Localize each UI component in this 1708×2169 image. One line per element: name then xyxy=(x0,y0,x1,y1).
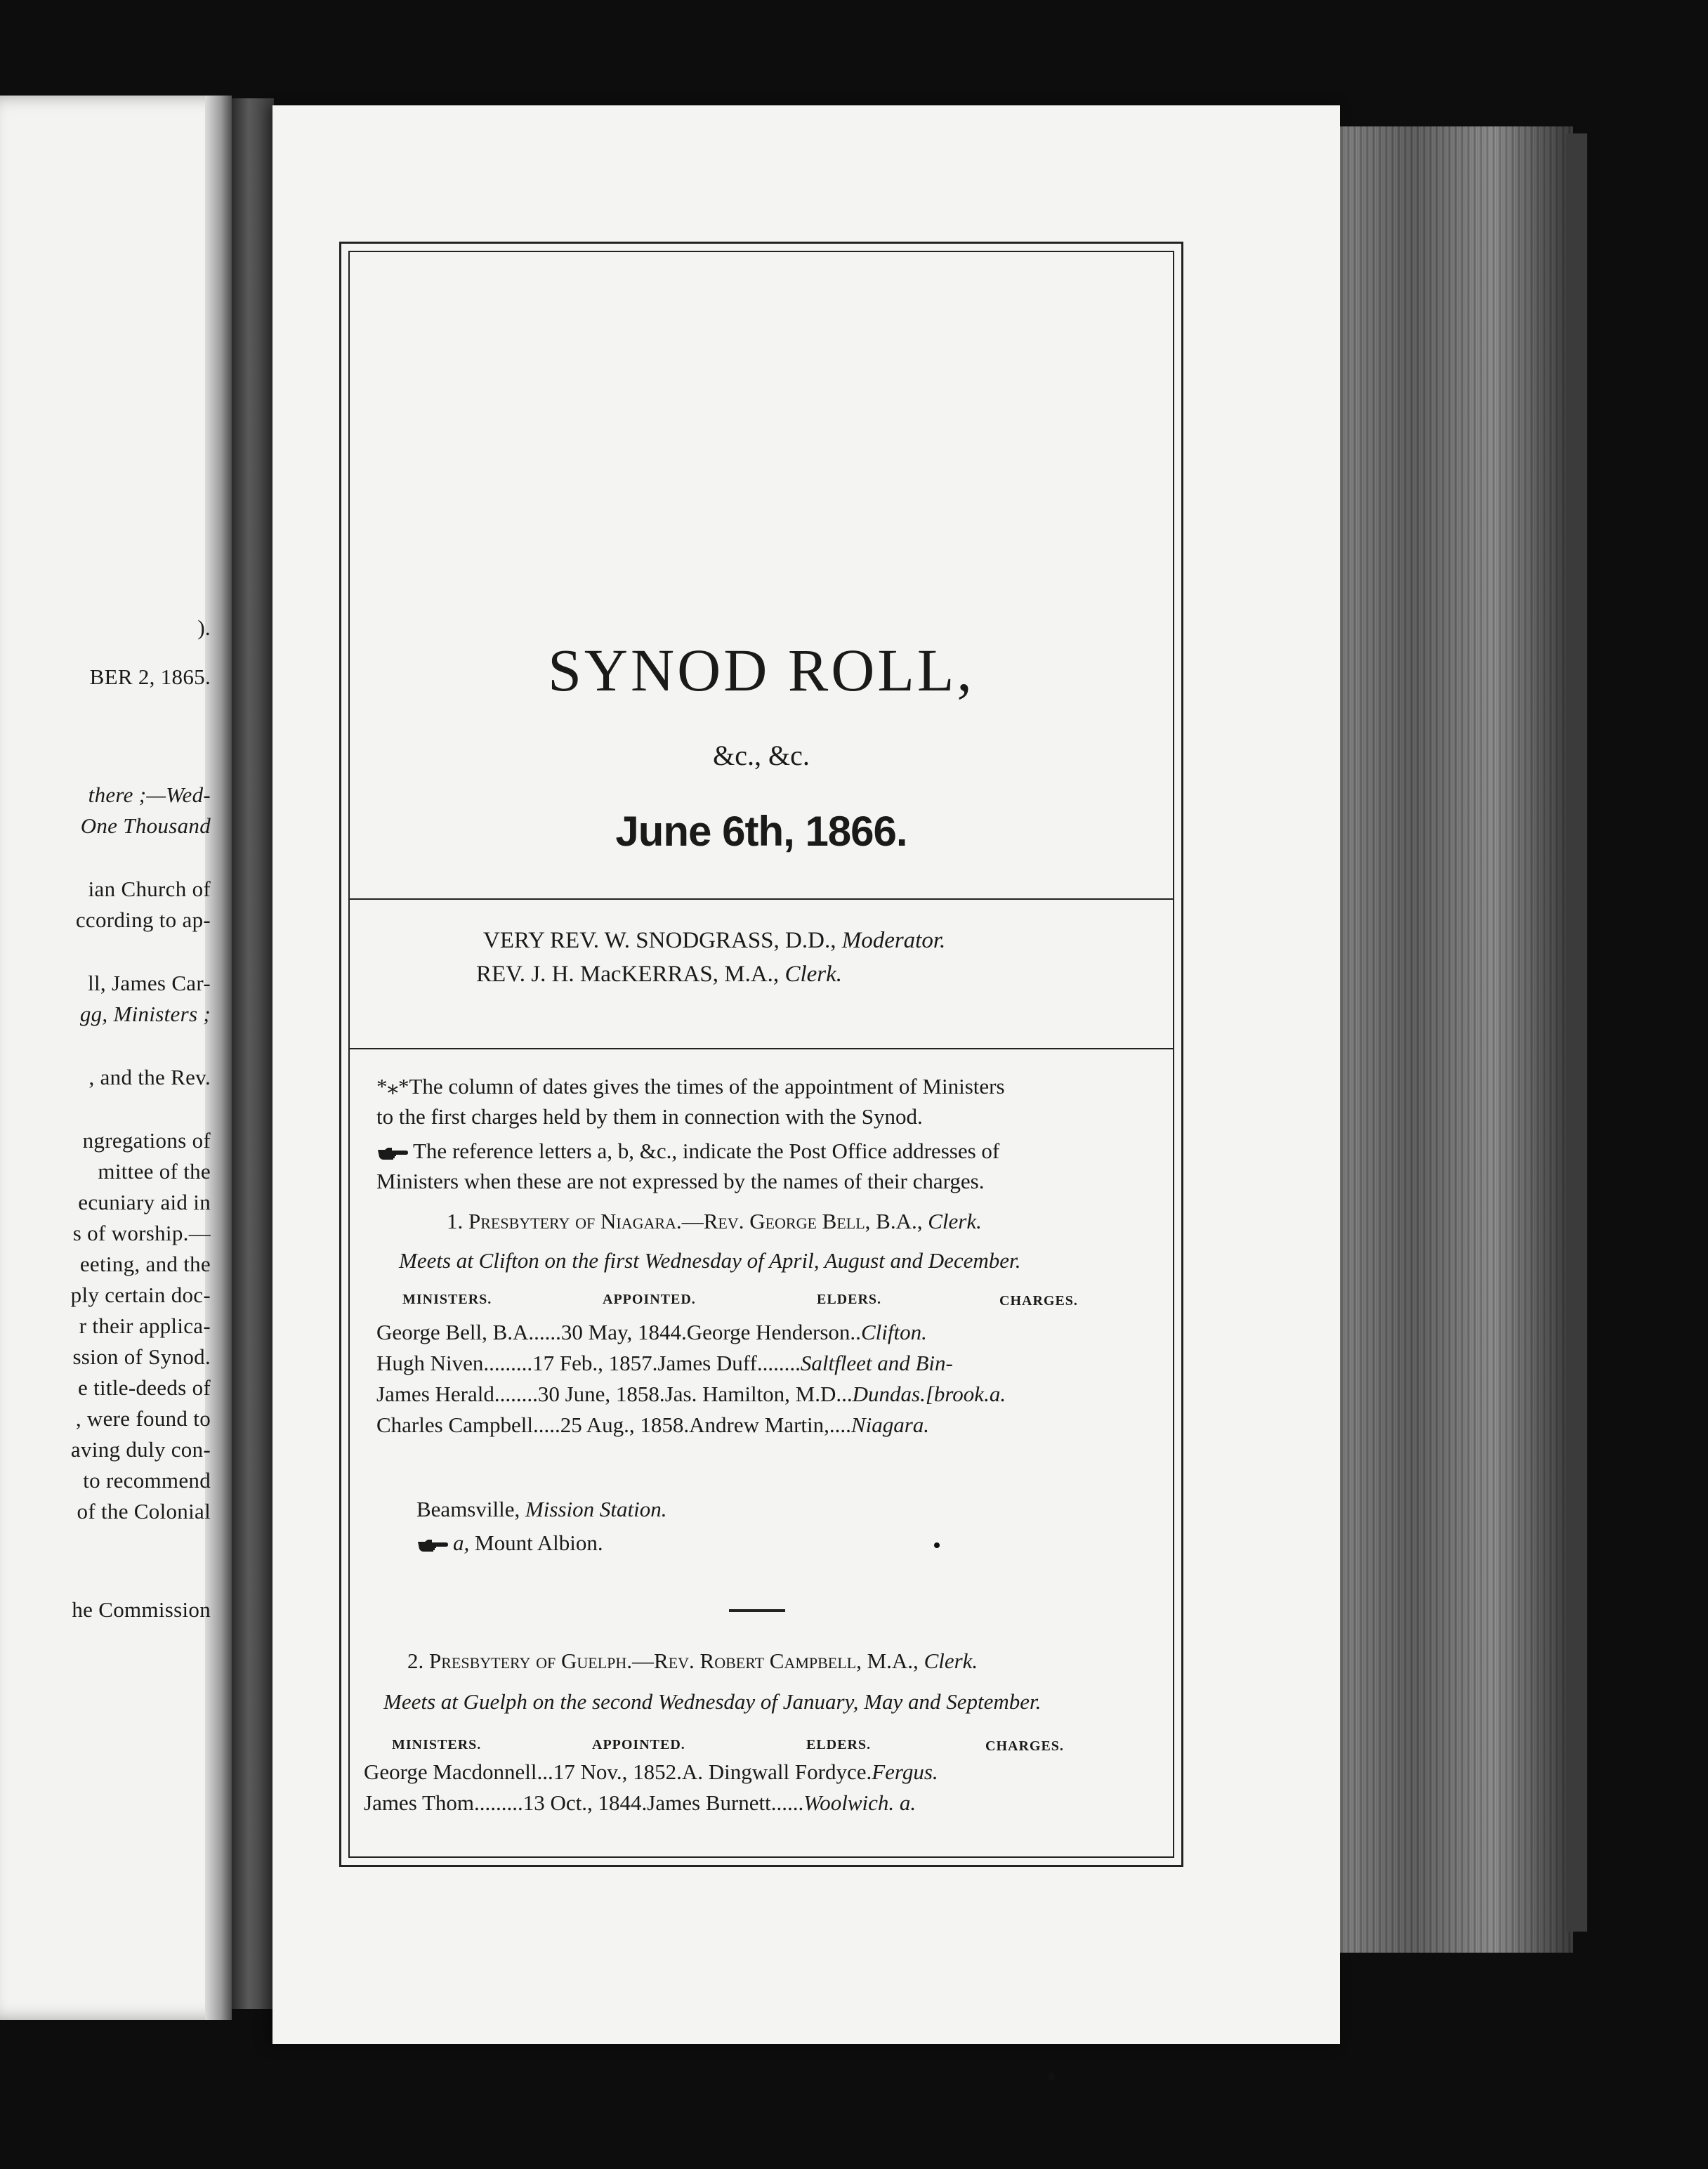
table-row xyxy=(376,1351,953,1376)
left-page-line: r their applica- xyxy=(79,1313,211,1338)
left-page xyxy=(0,96,232,2020)
col-ministers-2: MINISTERS. xyxy=(392,1737,482,1752)
left-page-line: aving duly con- xyxy=(70,1437,211,1462)
left-page-line: , and the Rev. xyxy=(88,1065,211,1089)
col-appointed-2: APPOINTED. xyxy=(592,1737,685,1752)
clerk-name: REV. J. H. MacKERRAS, M.A., xyxy=(476,962,780,987)
divider-middle xyxy=(350,1048,1173,1049)
divider-top xyxy=(350,898,1173,900)
ink-speck xyxy=(934,1542,940,1548)
appointed-date: 30 June, 1858. xyxy=(537,1382,665,1406)
left-page-line: of the Colonial xyxy=(77,1499,211,1523)
left-page-line: ). xyxy=(197,615,211,640)
left-page-line: ecuniary aid in xyxy=(78,1190,211,1214)
moderator-line xyxy=(483,928,945,954)
reference-note-line1: The reference letters a, b, &c., indicate the Post Office addresses of xyxy=(376,1139,999,1164)
left-page-line: to recommend xyxy=(83,1468,211,1493)
ink-speck xyxy=(1048,2072,1055,2080)
presbytery-1-heading: 1. Presbytery of Niagara.—Rev. George Bell, B.A., Clerk. xyxy=(447,1209,982,1233)
appointed-date: 25 Aug., 1858. xyxy=(560,1413,690,1437)
presbytery-1-mission-station: Beamsville, Mission Station. xyxy=(416,1497,667,1521)
charge-name: Fergus. xyxy=(872,1760,938,1784)
left-page-line: BER 2, 1865. xyxy=(89,664,211,689)
minister-name: George Macdonnell... xyxy=(364,1760,553,1784)
col-elders-2: ELDERS. xyxy=(806,1737,872,1752)
dates-note-line1: *⁎*The column of dates gives the times of the appointment of Ministers xyxy=(376,1074,1005,1099)
left-page-line: mittee of the xyxy=(98,1159,211,1184)
left-page-line: ll, James Car- xyxy=(88,971,211,995)
table-row xyxy=(364,1790,916,1816)
left-page-line: eeting, and the xyxy=(79,1252,211,1276)
table-row xyxy=(376,1382,1006,1407)
appointed-date: 30 May, 1844. xyxy=(560,1320,687,1344)
left-page-line: gg, Ministers ; xyxy=(79,1002,211,1026)
minister-name: Hugh Niven......... xyxy=(376,1351,533,1375)
col-charges-2: CHARGES. xyxy=(985,1738,1064,1754)
elder-name: James Duff........ xyxy=(657,1351,801,1375)
left-page-line: ian Church of xyxy=(88,877,211,901)
page-border-outer xyxy=(339,242,1183,1867)
left-page-line: ssion of Synod. xyxy=(72,1344,211,1369)
minister-name: Charles Campbell..... xyxy=(376,1413,560,1437)
table-row xyxy=(376,1320,927,1345)
presbytery-2-meets: Meets at Guelph on the second Wednesday of January, May and September. xyxy=(383,1689,1042,1714)
col-elders: ELDERS. xyxy=(817,1292,882,1307)
clerk-role: Clerk. xyxy=(784,962,843,987)
page-border-inner xyxy=(348,251,1174,1858)
reference-note-line2: Ministers when these are not expressed by the names of their charges. xyxy=(376,1169,985,1193)
page-subtitle: &c., &c. xyxy=(713,740,810,771)
minister-name: James Thom......... xyxy=(364,1790,523,1815)
page-title: SYNOD ROLL, xyxy=(548,636,975,704)
elder-name: James Burnett...... xyxy=(647,1790,804,1815)
left-page-line: s of worship.— xyxy=(72,1221,211,1245)
charge-name: Niagara. xyxy=(850,1413,930,1437)
left-page-line: he Commission xyxy=(72,1597,211,1622)
clerk-line xyxy=(476,962,842,988)
minister-name: George Bell, B.A...... xyxy=(376,1320,561,1344)
left-page-line: e title-deeds of xyxy=(78,1375,211,1400)
page-edges xyxy=(1306,126,1573,1953)
appointed-date: 17 Feb., 1857. xyxy=(532,1351,658,1375)
pointing-hand-icon xyxy=(416,1538,449,1553)
elder-name: Jas. Hamilton, M.D... xyxy=(664,1382,853,1406)
left-page-line: there ;—Wed- xyxy=(88,782,211,807)
presbytery-1-meets: Meets at Clifton on the first Wednesday of April, August and December. xyxy=(399,1248,1021,1273)
col-charges: CHARGES. xyxy=(999,1293,1078,1309)
asterism: *⁎* xyxy=(376,1074,409,1099)
left-page-line: , were found to xyxy=(75,1406,211,1431)
minister-name: James Herald........ xyxy=(376,1382,538,1406)
col-appointed: APPOINTED. xyxy=(603,1292,696,1307)
left-page-line: ply certain doc- xyxy=(70,1283,211,1307)
charge-name: Woolwich. a. xyxy=(803,1790,917,1815)
charge-name: Saltfleet and Bin- xyxy=(800,1351,953,1375)
section-separator xyxy=(729,1609,785,1612)
moderator-name: VERY REV. W. SNODGRASS, D.D., xyxy=(483,928,836,953)
appointed-date: 17 Nov., 1852. xyxy=(553,1760,682,1784)
presbytery-1-address-note: a, Mount Albion. xyxy=(416,1531,603,1556)
charge-name: Dundas.[brook.a. xyxy=(852,1382,1006,1406)
back-cover-edge xyxy=(1566,133,1587,1932)
elder-name: A. Dingwall Fordyce. xyxy=(681,1760,872,1784)
moderator-role: Moderator. xyxy=(841,928,946,953)
table-row xyxy=(376,1413,929,1438)
left-page-line: One Thousand xyxy=(80,813,211,838)
left-page-line: ngregations of xyxy=(82,1128,211,1153)
appointed-date: 13 Oct., 1844. xyxy=(523,1790,648,1815)
dates-note-line2: to the first charges held by them in connection with the Synod. xyxy=(376,1104,923,1129)
elder-name: George Henderson.. xyxy=(686,1320,861,1344)
charge-name: Clifton. xyxy=(860,1320,927,1344)
pointing-hand-icon xyxy=(376,1146,409,1161)
page-date: June 6th, 1866. xyxy=(615,808,907,855)
col-ministers: MINISTERS. xyxy=(402,1292,492,1307)
elder-name: Andrew Martin,.... xyxy=(689,1413,851,1437)
left-page-gutter xyxy=(205,96,232,2020)
book-gutter xyxy=(232,98,274,2009)
left-page-line: ccording to ap- xyxy=(75,907,211,932)
table-row xyxy=(364,1760,938,1785)
presbytery-2-heading: 2. Presbytery of Guelph.—Rev. Robert Campbell, M.A., Clerk. xyxy=(407,1649,978,1673)
